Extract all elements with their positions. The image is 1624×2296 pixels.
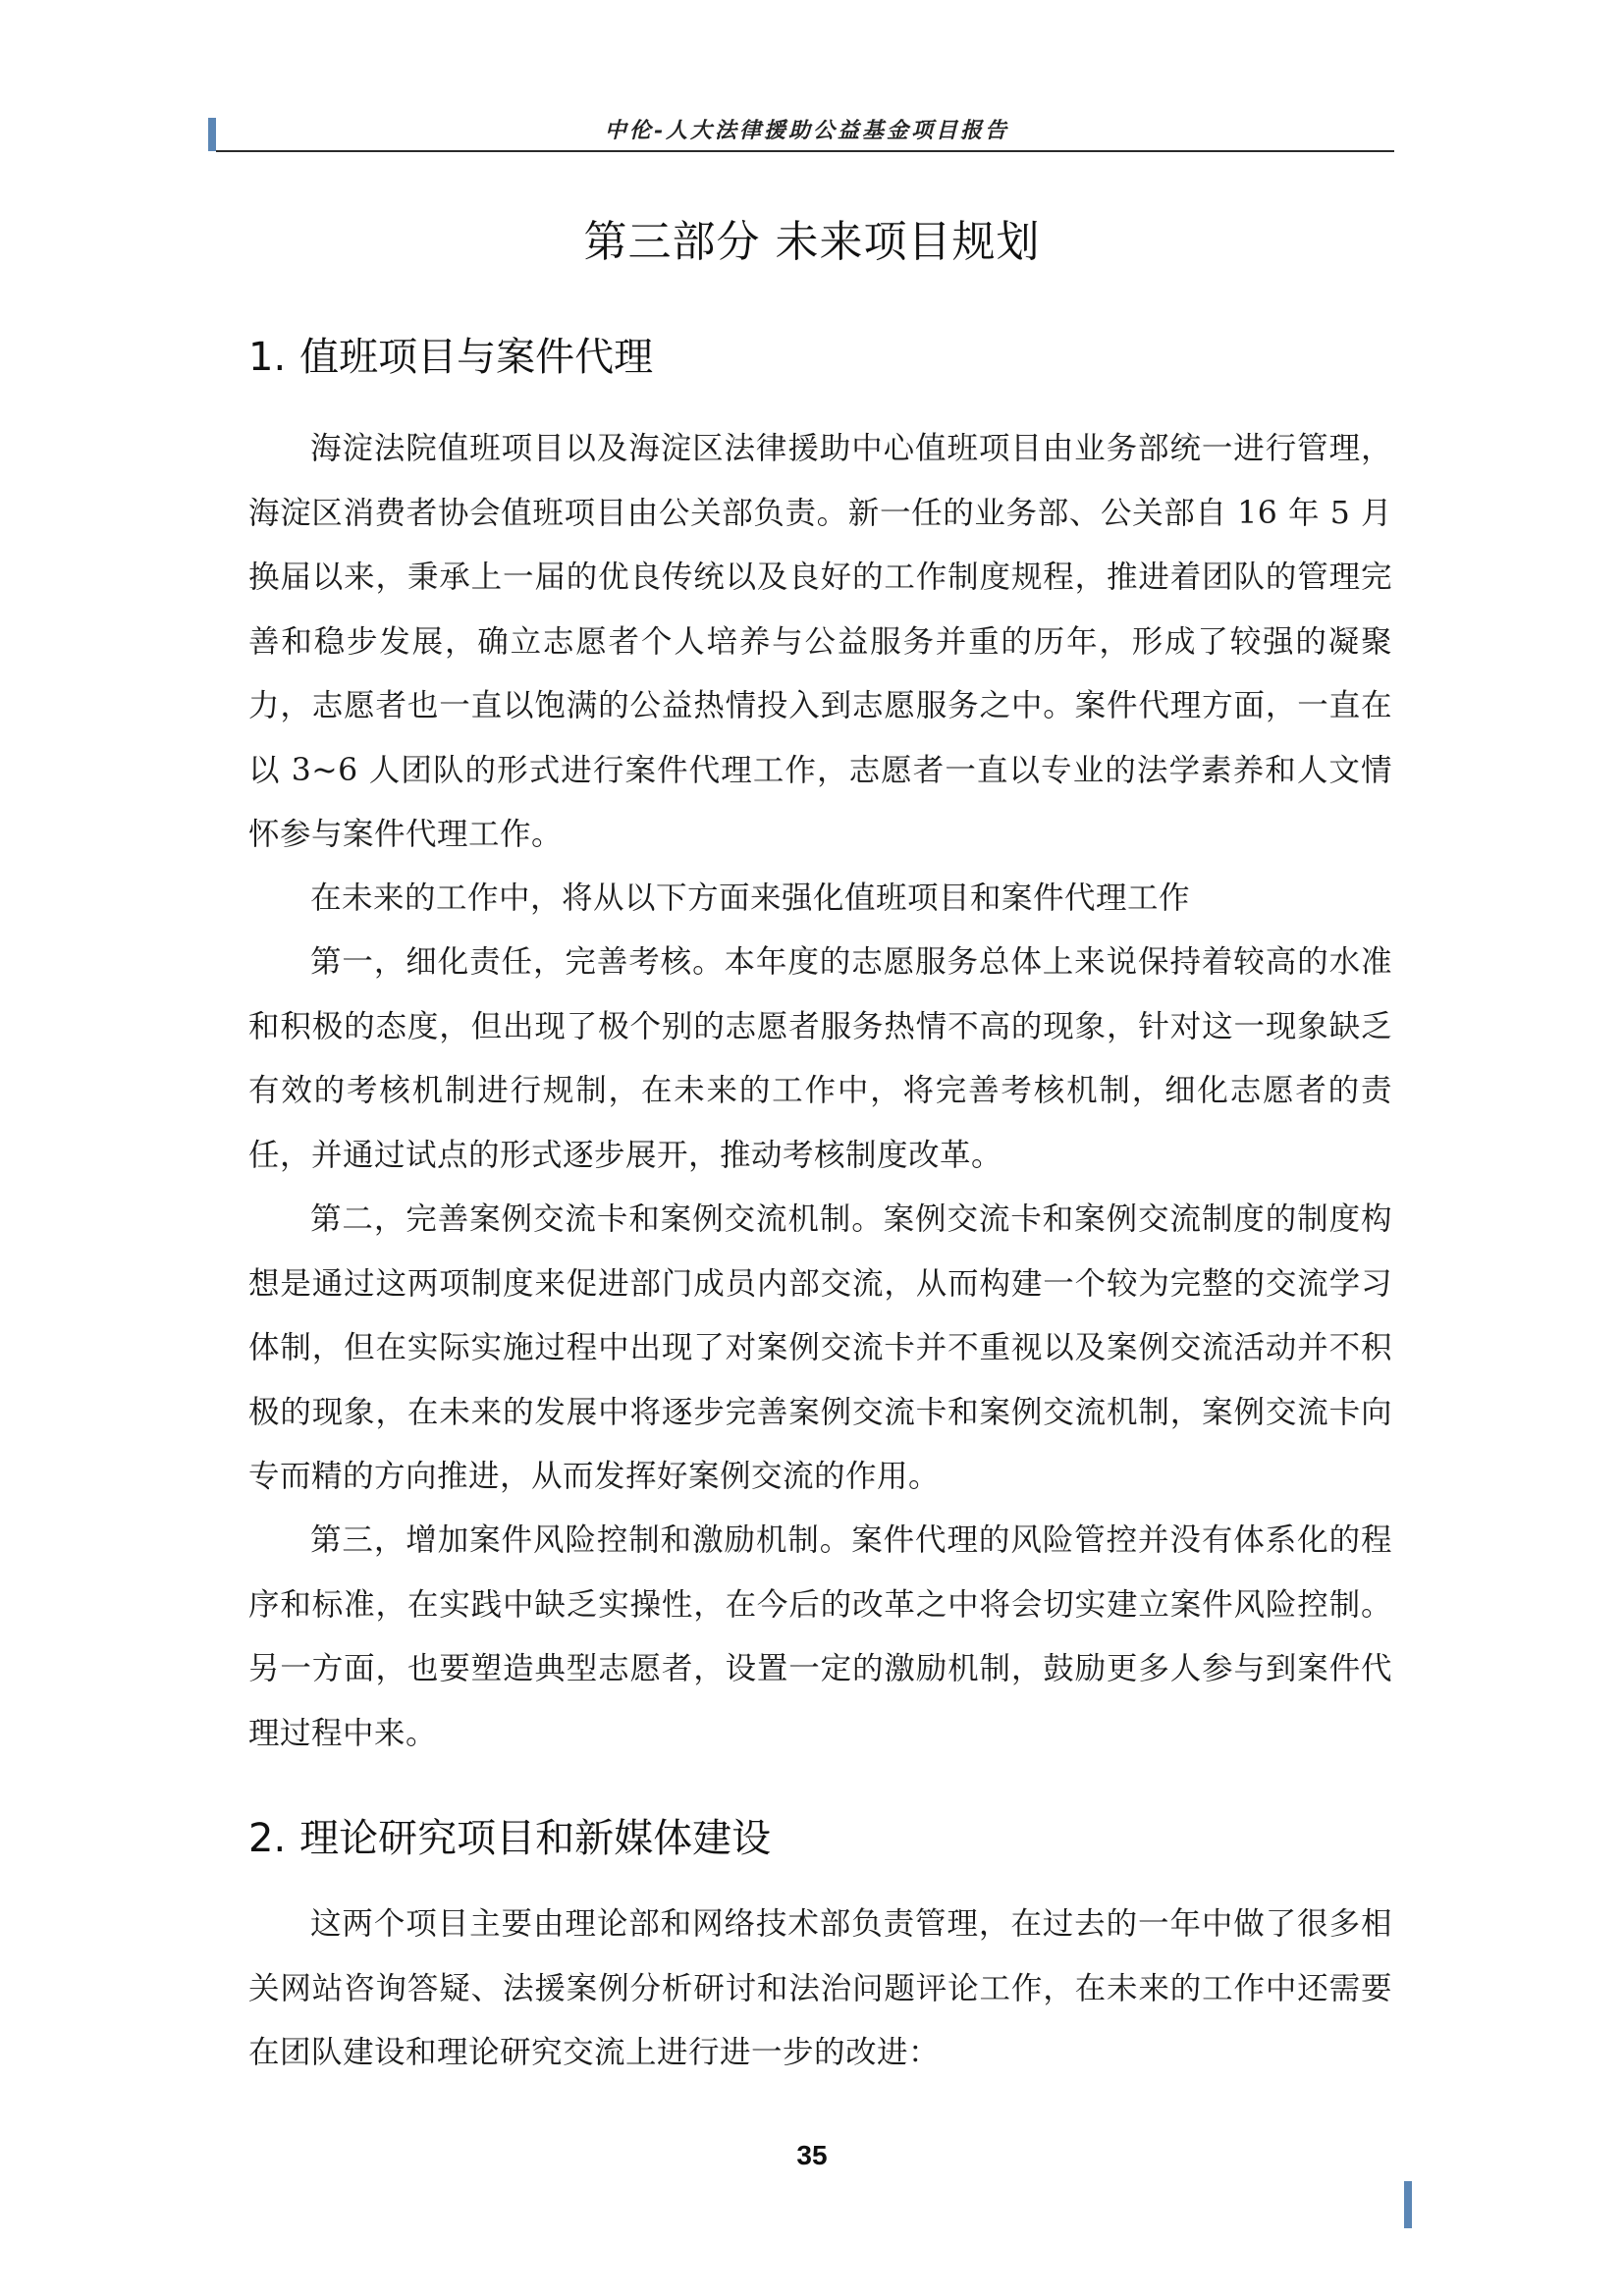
- section-title: 值班项目与案件代理: [299, 335, 654, 380]
- header-divider: [216, 150, 1394, 152]
- paragraph: 这两个项目主要由理论部和网络技术部负责管理，在过去的一年中做了很多相关网站咨询答疑、法援案例分析研讨和法治问题评论工作，在未来的工作中还需要在团队建设和理论研究交流上进行进一步的改进：: [248, 1906, 1392, 2070]
- section-heading-1: [248, 328, 653, 387]
- paragraph: 第一，细化责任，完善考核。本年度的志愿服务总体上来说保持着较高的水准和积极的态度，但出现了极个别的志愿者服务热情不高的现象，针对这一现象缺乏有效的考核机制进行规制，在未来的工作中，将完善考核机制，细化志愿者的责任，并通过试点的形式逐步展开，推动考核制度改革。: [248, 944, 1392, 1173]
- page-number: 35: [796, 2140, 828, 2170]
- section-title: 理论研究项目和新媒体建设: [299, 1816, 772, 1861]
- running-header-title: 中伦-人大法律援助公益基金项目报告: [604, 118, 1010, 143]
- part-title: 第三部分 未来项目规划: [583, 217, 1041, 267]
- header-accent-bar: [208, 118, 216, 151]
- footer-accent-bar: [1404, 2181, 1412, 2228]
- paragraph: 海淀法院值班项目以及海淀区法律援助中心值班项目由业务部统一进行管理，海淀区消费者协会值班项目由公关部负责。新一任的业务部、公关部自 16 年 5 月换届以来，秉承上一届的优良传统以及良好的工作制度规程，推进着团队的管理完善和稳步发展，确立志愿者个人培养与公益服务并重的历年，形成了较强的凝聚力，志愿者也一直以饱满的公益热情投入到志愿服务之中。案件代理方面，一直在以 3~6 人团队的形式进行案件代理工作，志愿者一直以专业的法学素养和人文情怀参与案件代理工作。: [248, 431, 1392, 852]
- section-number: 1.: [248, 335, 287, 380]
- paragraph: 在未来的工作中，将从以下方面来强化值班项目和案件代理工作: [310, 881, 1191, 916]
- section-number: 2.: [248, 1816, 287, 1861]
- paragraph: 第三，增加案件风险控制和激励机制。案件代理的风险管控并没有体系化的程序和标准，在实践中缺乏实操性，在今后的改革之中将会切实建立案件风险控制。另一方面，也要塑造典型志愿者，设置一定的激励机制，鼓励更多人参与到案件代理过程中来。: [248, 1522, 1392, 1751]
- paragraph: 第二，完善案例交流卡和案例交流机制。案例交流卡和案例交流制度的制度构想是通过这两项制度来促进部门成员内部交流，从而构建一个较为完整的交流学习体制，但在实际实施过程中出现了对案例交流卡并不重视以及案例交流活动并不积极的现象，在未来的发展中将逐步完善案例交流卡和案例交流机制，案例交流卡向专而精的方向推进，从而发挥好案例交流的作用。: [248, 1201, 1392, 1494]
- section-heading-2: [248, 1809, 771, 1868]
